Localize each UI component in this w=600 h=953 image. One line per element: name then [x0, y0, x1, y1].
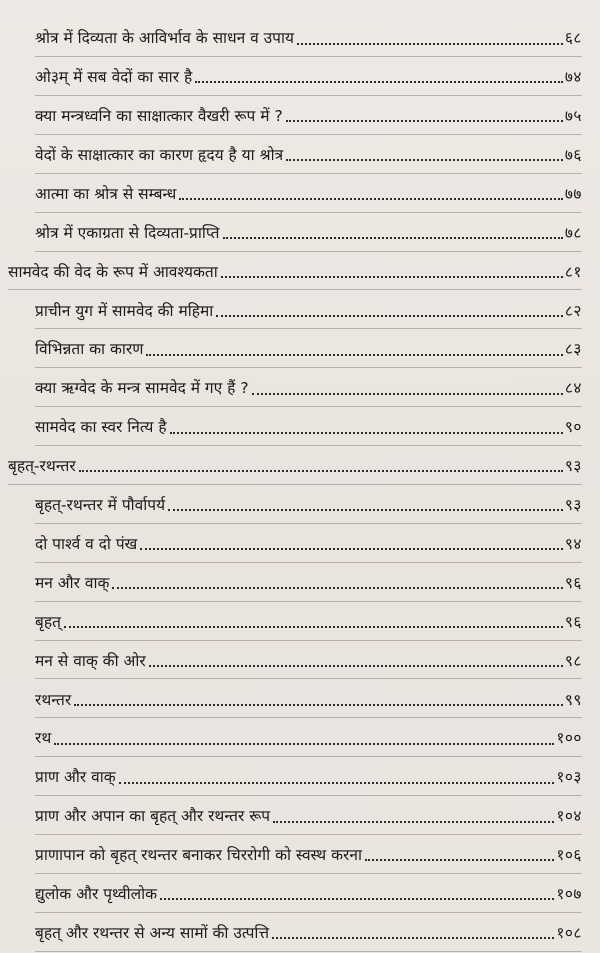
toc-dot-leader	[119, 782, 555, 784]
toc-entry-page-number: ८४	[564, 379, 582, 398]
toc-row-divider	[35, 601, 582, 602]
toc-entry[interactable]	[35, 681, 582, 719]
toc-row-divider	[35, 523, 582, 524]
toc-entry-page-number: ९०	[564, 418, 582, 437]
toc-entry-title: बृहत् और रथन्तर से अन्य सामों की उत्पत्ति	[35, 923, 270, 942]
toc-entry[interactable]	[35, 331, 582, 369]
toc-entry-title: प्राचीन युग में सामवेद की महिमा	[35, 301, 214, 320]
toc-entry-title: आत्मा का श्रोत्र से सम्बन्ध	[35, 184, 177, 203]
toc-row-divider	[35, 640, 582, 641]
toc-section-entry[interactable]	[8, 253, 582, 291]
toc-entry-title: क्या ऋग्वेद के मन्त्र सामवेद में गए हैं ?	[35, 379, 249, 398]
toc-entry[interactable]	[35, 137, 582, 175]
toc-entry-page-number: ८३	[564, 340, 582, 359]
toc-dot-leader	[272, 937, 554, 939]
toc-row-divider	[35, 328, 582, 329]
toc-dot-leader	[170, 432, 563, 434]
toc-entry-title: बृहत्	[35, 612, 61, 631]
toc-entry-title: ओ३म् में सब वेदों का सार है	[35, 68, 193, 87]
toc-entry-title: प्राणापान को बृहत् रथन्तर बनाकर चिररोगी को स्वस्थ करना	[35, 846, 362, 865]
toc-entry-page-number: ९३	[564, 496, 582, 515]
toc-entry-title: सामवेद की वेद के रूप में आवश्यकता	[8, 262, 218, 281]
toc-dot-leader	[64, 626, 563, 628]
toc-row-divider	[35, 873, 582, 874]
toc-entry-page-number: ९६	[564, 573, 582, 592]
toc-dot-leader	[168, 509, 563, 511]
toc-row-divider	[35, 756, 582, 757]
toc-entry-page-number: ९६	[564, 612, 582, 631]
toc-entry[interactable]	[35, 292, 582, 330]
toc-section-entry[interactable]	[8, 448, 582, 486]
toc-entry-title: वेदों के साक्षात्कार का कारण हृदय है या श्रोत्र	[35, 145, 284, 164]
toc-row-divider	[8, 484, 582, 485]
toc-entry[interactable]	[35, 526, 582, 564]
toc-row-divider	[35, 95, 582, 96]
toc-entry[interactable]	[35, 487, 582, 525]
toc-dot-leader	[179, 198, 563, 200]
toc-entry-page-number: १००	[556, 729, 582, 748]
toc-entry-title: प्राण और वाक्	[35, 768, 116, 787]
toc-entry-title: मन से वाक् की ओर	[35, 651, 146, 670]
toc-entry-page-number: ७६	[564, 145, 582, 164]
toc-dot-leader	[252, 393, 563, 395]
toc-dot-leader	[365, 859, 554, 861]
toc-row-divider	[35, 717, 582, 718]
toc-dot-leader	[273, 821, 554, 823]
toc-entry-page-number: १०४	[556, 807, 582, 826]
toc-entry-page-number: ७४	[564, 68, 582, 87]
toc-entry[interactable]	[35, 409, 582, 447]
toc-dot-leader	[140, 548, 563, 550]
toc-row-divider	[35, 951, 582, 952]
toc-entry-page-number: १०६	[556, 846, 582, 865]
toc-entry-title: मन और वाक्	[35, 573, 110, 592]
toc-dot-leader	[297, 43, 563, 45]
toc-entry-page-number: ९८	[564, 651, 582, 670]
toc-entry-title: सामवेद का स्वर नित्य है	[35, 418, 167, 437]
toc-entry-title: श्रोत्र में दिव्यता के आविर्भाव के साधन व उपाय	[35, 29, 294, 48]
toc-entry-page-number: १०८	[556, 923, 582, 942]
toc-entry[interactable]	[35, 176, 582, 214]
toc-entry-page-number: ७८	[564, 223, 582, 242]
toc-entry[interactable]	[35, 915, 582, 953]
toc-entry[interactable]	[35, 370, 582, 408]
toc-entry[interactable]	[35, 59, 582, 97]
toc-entry-page-number: ९९	[564, 690, 582, 709]
toc-entry[interactable]	[35, 565, 582, 603]
toc-row-divider	[8, 289, 582, 290]
toc-entry[interactable]	[35, 98, 582, 136]
toc-dot-leader	[112, 587, 562, 589]
toc-entry[interactable]	[35, 215, 582, 253]
toc-entry-title: प्राण और अपान का बृहत् और रथन्तर रूप	[35, 807, 271, 826]
toc-entry-page-number: ७५	[564, 107, 582, 126]
toc-dot-leader	[286, 120, 563, 122]
toc-entry-page-number: ९३	[564, 457, 582, 476]
toc-row-divider	[35, 912, 582, 913]
toc-row-divider	[35, 212, 582, 213]
toc-dot-leader	[195, 81, 563, 83]
toc-dot-leader	[223, 237, 563, 239]
toc-entry[interactable]	[35, 642, 582, 680]
toc-dot-leader	[216, 315, 563, 317]
toc-dot-leader	[54, 743, 554, 745]
toc-entry[interactable]	[35, 798, 582, 836]
toc-entry-page-number: ८२	[564, 301, 582, 320]
toc-row-divider	[35, 445, 582, 446]
toc-entry-page-number: १०३	[556, 768, 582, 787]
toc-dot-leader	[221, 276, 563, 278]
toc-row-divider	[35, 56, 582, 57]
toc-dot-leader	[146, 354, 562, 356]
toc-entry-page-number: ७७	[564, 184, 582, 203]
toc-row-divider	[35, 678, 582, 679]
toc-row-divider	[35, 562, 582, 563]
toc-dot-leader	[149, 665, 563, 667]
toc-row-divider	[35, 173, 582, 174]
toc-entry-page-number: ८१	[564, 262, 582, 281]
toc-dot-leader	[79, 470, 563, 472]
toc-entry-page-number: ९४	[564, 534, 582, 553]
toc-dot-leader	[160, 898, 554, 900]
toc-entry-title: क्या मन्त्रध्वनि का साक्षात्कार वैखरी रूप में ?	[35, 107, 283, 126]
toc-entry-page-number: १०७	[556, 885, 582, 904]
toc-entry-title: द्युलोक और पृथ्वीलोक	[35, 885, 158, 904]
toc-row-divider	[35, 795, 582, 796]
toc-entry[interactable]	[35, 20, 582, 58]
toc-entry-title: दो पार्श्व व दो पंख	[35, 534, 138, 553]
toc-row-divider	[35, 834, 582, 835]
toc-dot-leader	[74, 704, 563, 706]
toc-entry[interactable]	[35, 876, 582, 914]
toc-dot-leader	[286, 159, 563, 161]
toc-entry-title: बृहत्-रथन्तर	[8, 457, 76, 476]
toc-entry[interactable]	[35, 837, 582, 875]
toc-entry-title: विभिन्नता का कारण	[35, 340, 144, 359]
toc-entry-title: रथ	[35, 729, 52, 748]
toc-row-divider	[35, 406, 582, 407]
toc-entry-title: रथन्तर	[35, 690, 72, 709]
toc-row-divider	[35, 367, 582, 368]
toc-entry[interactable]	[35, 759, 582, 797]
toc-row-divider	[35, 134, 582, 135]
toc-entry[interactable]	[35, 720, 582, 758]
toc-entry[interactable]	[35, 604, 582, 642]
toc-entry-title: श्रोत्र में एकाग्रता से दिव्यता-प्राप्ति	[35, 223, 220, 242]
toc-entry-title: बृहत्-रथन्तर में पौर्वापर्य	[35, 496, 166, 515]
toc-entry-page-number: ६८	[564, 29, 582, 48]
toc-row-divider	[35, 251, 582, 252]
